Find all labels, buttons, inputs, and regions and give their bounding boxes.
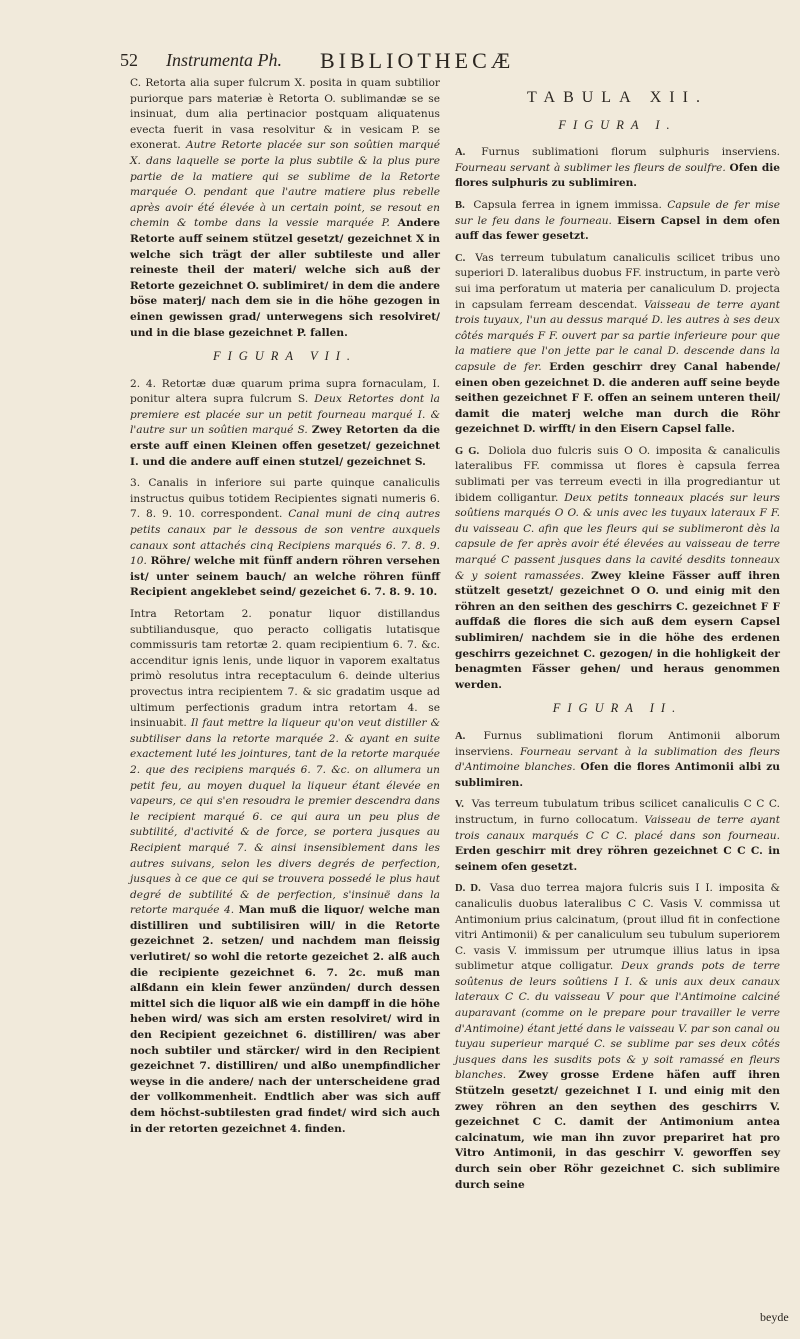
page-number: 52 xyxy=(120,50,138,70)
french-text: Canal muni de cinq autres petits canaux par le dessous de son ventre auxquels canaux sont attachés cinq Recipiens marqués 6. 7. 8. 9. 10. xyxy=(130,508,441,568)
french-text: Fourneau servant à sublimer les fleurs de soulfre. xyxy=(455,161,730,174)
german-text: Man muß die liquor/ welche man distilliren und subtilisiren will/ in die Retorte gezeichnet 2. setzen/ und nachdem man fleissig verlutiret/ so wohl die retorte gezeichet 2. alß auch die recipiente gezeichnet 6. 7. 2c. muß man alßdann ein klein fewer anzünden/ durch dessen mittel sich die liquor alß wie ein dampff in die höhe heben wird/ was sich am ersten resolviret/ wird in den Recipient gezeichnet 6. distilliren/ was aber noch subtiler und stärcker/ wird in den Recipient gezeichnet 7. distilliren/ und alßo unempfindlicher weyse in die andere/ nach der unterscheidene grad der vollkommenheit. Endtlich aber was sich auff dem höchst-subtilesten grad findet/ wird sich auch in der retorten gezeichnet 4. finden. xyxy=(130,904,441,1135)
latin-text: 2. 4. Retortæ duæ quarum prima supra fornaculam, I. ponitur altera supra fulcrum S. xyxy=(130,377,440,406)
french-text: Deux grands pots de terre soûtenus de leurs soûtiens I I. & unis aux deux canaux lateraux C C. du vaisseau V pour que l'Antimoine calciné auparavant (comme on le prepare pour travailler le verre d'Antimoine) étant jetté dans le vaisseau V. par son canal ou tuyau superieur marqué C. se sublime par ses deux côtés jusques dans les susdits pots & y soit ramassé en fleurs blanches. xyxy=(455,960,781,1082)
latin-text: Capsula ferrea in ignem immissa. xyxy=(473,198,668,211)
running-caps-title: BIBLIOTHECÆ xyxy=(320,48,515,73)
german-text: Eisern Capsel in dem ofen auff das fewer gesetzt. xyxy=(455,214,781,243)
left-column xyxy=(130,76,440,1143)
german-text: Erden geschirr mit drey röhren gezeichnet C C C. in seinem ofen gesetzt. xyxy=(455,845,780,873)
entry-label: C. xyxy=(455,252,472,264)
french-text: Vaisseau de terre ayant trois tuyaux, l'un au dessus marqué D. les autres à ses deux côtés marqués F F. ouvert par sa partie inferieure pour que la matiere que l'on jette par le canal D. descende dans la capsule de fer. xyxy=(455,298,781,373)
latin-text: 3. Canalis in inferiore sui parte quinque canaliculis instructus quibus totidem Recipientes signati numeris 6. 7. 8. 9. 10. correspondent. xyxy=(130,477,440,521)
latin-text: Intra Retortam 2. ponatur liquor distillandus subtiliandusque, quo peracto colligatis lutatisque commissuris tam retortæ 2. quam recipientium 6. 7. &c. accenditur ignis lenis, unde liquor in vaporem exaltatus primò resolutus intra receptaculum 6. deinde ulterius provectus intra recipientem 7. & sic gradatim usque ad ultimum perfectionis gradum intra retortam 4. se insinuabit. xyxy=(130,608,440,730)
entry-label: V. xyxy=(455,799,468,811)
entry-gg xyxy=(455,444,780,694)
entry-label: A. xyxy=(455,730,480,742)
german-text: Ofen die flores Antimonii albi zu sublimiren. xyxy=(455,761,780,789)
entry-label: A. xyxy=(455,147,478,159)
german-text: Ofen die flores sulphuris zu sublimiren. xyxy=(455,161,781,190)
latin-text: C. Retorta alia super fulcrum X. posita in quam subtilior puriorque pars materiæ è Retorta O. sublimandæ se se insinuat, dum alia pertinacior postquam aliquatenus evecta fuerit in vasa resolvitur & in vesicam P. se exonerat. xyxy=(130,77,440,152)
latin-text: Furnus sublimationi florum Antimonii alborum inserviens. xyxy=(455,729,781,758)
german-text: Erden geschirr drey Canal habende/ einen oben gezeichnet D. die anderen auff seine beyde seithen gezeichnet F F. offen an seinem unteren theil/ damit die materj welche man durch die Röhr gezeichnet D. wirfft/ in den Eisern Capsel falle. xyxy=(455,360,780,436)
french-text: Deux Retortes dont la premiere est placée sur un petit fourneau marqué I. & l'autre sur un soûtien marqué S. xyxy=(130,393,440,437)
figura-i-heading: FIGURA I. xyxy=(558,117,677,132)
entry-b xyxy=(455,198,780,245)
entry-label: G G. xyxy=(455,445,485,457)
french-text: Autre Retorte placée sur son soûtien marqué X. dans laquelle se porte la plus subtile & la plus pure partie de la matiere qui se sublime de la Retorte marquée O. pendant que l'autre matiere plus rebelle après avoir été élevée à un certain point, se resout en chemin & tombe dans la vessie marquée P. xyxy=(130,139,440,230)
latin-text: Vas terreum tubulatum tribus scilicet canaliculis C C C. instructum, in furno collocatum. xyxy=(455,798,780,826)
page-header xyxy=(120,48,760,78)
latin-text: Vas terreum tubulatum canaliculis scilicet tribus uno superiori D. lateralibus duobus FF. instructum, in parte verò sui ima perforatum ut materia per canaliculum D. projecta in capsulam ferream descendat. xyxy=(455,251,780,311)
figura-vii-heading: FIGURA VII. xyxy=(212,349,358,364)
paragraph-intra-retortam xyxy=(130,607,440,1137)
latin-text: Furnus sublimationi florum sulphuris inserviens. xyxy=(481,146,780,159)
paragraph-3 xyxy=(130,476,440,601)
entry-a2 xyxy=(455,729,780,791)
french-text: Il faut mettre la liqueur qu'on veut distiller & subtiliser dans la retorte marquée 2. & ayant en suite exactement luté les jointures, tant de la retorte marquée 2. que des recipiens marqués 6. 7. &c. on allumera un petit feu, au moyen duquel la liqueur étant élevée en vapeurs, ce qui s'en resoudra le premier descendra dans le recipient marqué 6. ce qui aura un peu plus de subtilité, d'activité & de force, se portera jusques au Recipient marqué 7. & ainsi insensiblement dans les autres suivans, selon les divers degrés de perfection, jusques à ce que ce qui se trouvera possedé le plus haut degré de subtilité & de perfection, s'insinuë dans la retorte marquée 4. xyxy=(130,717,440,917)
tabula-heading: TABULA XII. xyxy=(527,89,708,106)
german-text: Zwey grosse Erdene häfen auff ihren Stützeln gesetzt/ gezeichnet I I. und einig mit den zwey röhren an den seythen des geschirrs V. gezeichnet C C. damit der Antimonium antea calcinatum, wie man ihn zuvor prepariret hat pro Vitro Antimonii, in das geschirr V. geworffen sey durch sein ober Röhr gezeichnet C. sich sublimire durch seine xyxy=(455,1069,780,1191)
french-text: Fourneau servant à la sublimation des fleurs d'Antimoine blanches. xyxy=(455,745,780,774)
latin-text: Vasa duo terrea majora fulcris suis I I. imposita & canaliculis duobus lateralibus C C. Vasis V. commissa ut Antimonium prius calcinatum, (prout illud fit in confectione vitri Antimonii) & per canaliculum seu tubulum superiorem C. vasis V. immissum per utrumque illius latus in ipsa sublimetur atque colligatur. xyxy=(455,882,780,973)
german-text: Andere Retorte auff seinem stützel gesetzt/ gezeichnet X in welche sich trägt der aller subtileste und aller reineste theil der materi/ welche sich auß der Retorte gezeichnet O. sublimiret/ in dem die andere böse materj/ nach dem sie in die höhe gezogen in einen gewissen grad/ unterwegens sich resolviret/ und in die blase gezeichnet P. fallen. xyxy=(130,217,440,339)
german-text: Röhre/ welche mit fünff andern röhren versehen ist/ unter seinem bauch/ an welche röhren fünff Recipient angeklebet seind/ gezeichet 6. 7. 8. 9. 10. xyxy=(130,555,440,599)
entry-label: B. xyxy=(455,199,470,211)
right-column xyxy=(455,76,780,1199)
entry-c xyxy=(455,251,780,438)
paragraph-c xyxy=(130,76,440,341)
figura-ii-heading: FIGURA II. xyxy=(552,701,683,716)
entry-a xyxy=(455,145,780,192)
french-text: Deux petits tonneaux placés sur leurs soûtiens marqués O O. & unis avec les tuyaux lateraux F F. du vaisseau C. afin que les fleurs qui se sublimeront dès la capsule de fer après avoir été élevées au vaisseau de terre marqué C passent jusques dans la cavité desdits tonneaux & y soient ramassées. xyxy=(455,491,780,582)
german-text: Zwey kleine Fässer auff ihren stützelt gesetzt/ gezeichnet O O. und einig mit den röhren an den seithen des geschirrs C. gezeichnet F F auffdaß die flores die sich auß dem eysern Capsel sublimiren/ nachdem sie in die höhe des erdenen geschirrs gezeichnet C. gezogen/ in die hohligkeit der benagmten Fässer gehen/ und heraus genommen werden. xyxy=(455,569,780,691)
entry-v xyxy=(455,797,780,875)
french-text: Vaisseau de terre ayant trois canaux marqués C C C. placé dans son fourneau. xyxy=(455,813,780,842)
french-text: Capsule de fer mise sur le feu dans le fourneau. xyxy=(455,198,780,227)
entry-label: D. D. xyxy=(455,883,486,895)
latin-text: Doliola duo fulcris suis O O. imposita & canaliculis lateralibus FF. commissa ut flores è capsula ferrea sublimati per vas terreum evecti in illa progrediantur ut ibidem colligantur. xyxy=(455,444,781,504)
catchword: beyde xyxy=(760,1310,789,1324)
running-title: Instrumenta Ph. xyxy=(166,50,282,70)
entry-dd xyxy=(455,881,780,1193)
paragraph-2-4 xyxy=(130,377,440,471)
german-text: Zwey Retorten da die erste auff einen Kleinen offen gesetzet/ gezeichnet I. und die andere auff einen stutzel/ gezeichnet S. xyxy=(130,424,440,468)
